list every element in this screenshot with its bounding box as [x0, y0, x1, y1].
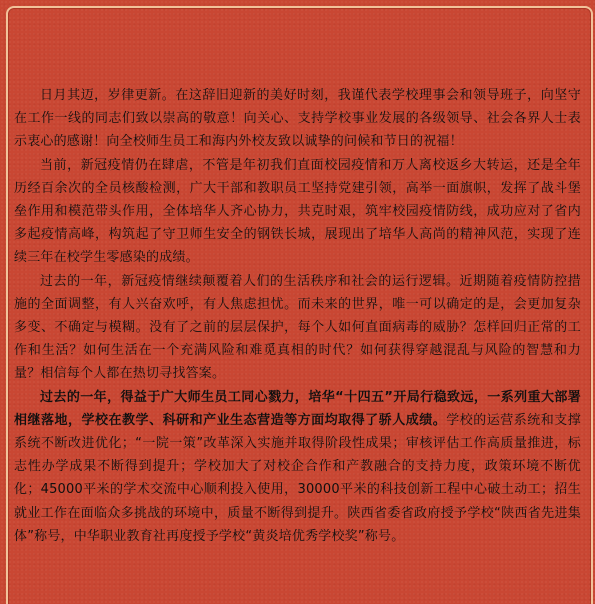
paragraph-bold-lead: 过去的一年，得益于广大师生员工同心戮力，培华“十四五”开局行稳致远，一系列重大部署相继落地，学校在教学、科研和产业生态营造等方面均取得了骄人成绩。: [14, 389, 581, 428]
letter-body: [14, 84, 581, 548]
paragraph-past-year-uncertainty: [14, 270, 581, 386]
paragraph-text: 学校的运营系统和支撑系统不断改进优化；“一院一策”改革深入实施并取得阶段性成果；审核评估工作高质量推进，标志性办学成果不断得到提升；学校加大了对校企合作和产教融合的支持力度，政策环境不断优化；45000平米的学术交流中心顺利投入使用，30000平米的科技创新工程中心破土动工；招生就业工作在面临众多挑战的环境中，质量不断得到提升。陕西省委省政府授予学校“陕西省先进集体”称号，中华职业教育社再度授予学校“黄炎培优秀学校奖”称号。: [14, 412, 581, 544]
paragraph-text: 过去的一年，新冠疫情继续颠覆着人们的生活秩序和社会的运行逻辑。近期随着疫情防控措施的全面调整，有人兴奋欢呼，有人焦虑担忧。而未来的世界，唯一可以确定的是，会更加复杂多变、不确定与模糊。没有了之前的层层保护，每个人如何直面病毒的威胁？怎样回归正常的工作和生活？如何生活在一个充满风险和难觅真相的时代？如何获得穿越混乱与风险的智慧和力量？相信每个人都在热切寻找答案。: [14, 273, 581, 382]
paragraph-epidemic-response: [14, 154, 581, 270]
paragraph-greeting: [14, 84, 581, 154]
paragraph-achievements: [14, 386, 581, 548]
paragraph-text: 日月其迈，岁律更新。在这辞旧迎新的美好时刻，我谨代表学校理事会和领导班子，向坚守在工作一线的同志们致以崇高的敬意！向关心、支持学校事业发展的各级领导、社会各界人士表示衷心的感谢！向全校师生员工和海内外校友致以诚挚的问候和节日的祝福！: [14, 88, 581, 150]
paragraph-text: 当前，新冠疫情仍在肆虐，不管是年初我们直面校园疫情和万人离校返乡大转运，还是全年历经百余次的全员核酸检测，广大干部和教职员工坚持党建引领，高举一面旗帜，发挥了战斗堡垒作用和模范带头作用，全体培华人齐心协力，共克时艰，筑牢校园疫情防线，成功应对了省内多起疫情高峰，构筑起了守卫师生安全的钢铁长城，展现出了培华人高尚的精神风范，实现了连续三年在校学生零感染的成绩。: [14, 157, 581, 266]
